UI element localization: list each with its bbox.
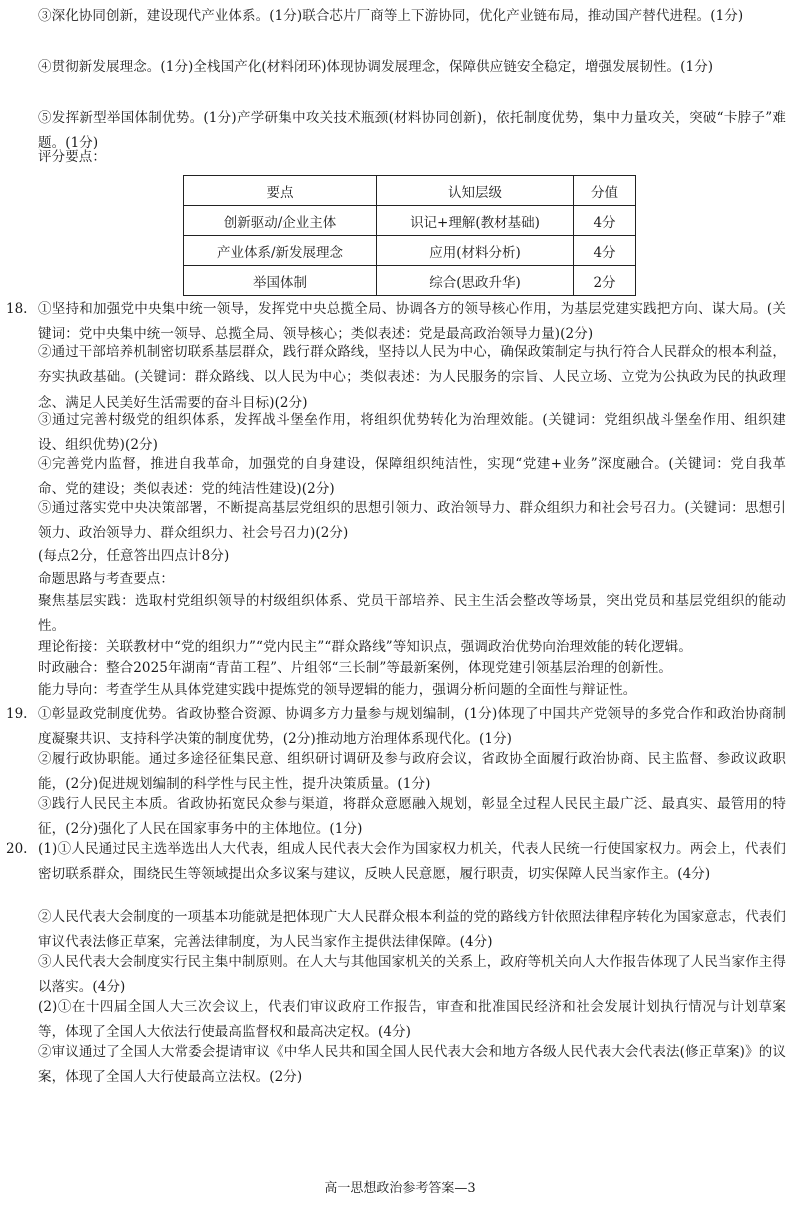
table-header-cell: 要点: [184, 176, 377, 206]
table-cell: 应用(材料分析): [377, 236, 574, 266]
page-footer: 高一思想政治参考答案—3: [324, 1181, 476, 1196]
q20-part1-point-1: (1)①人民通过民主选举选出人大代表，组成人民代表大会作为国家权力机关，代表人民统一行使国家权力。两会上，代表们密切联系群众，围绕民生等领域提出众多议案与建议，反映人民意愿，履行职责，切实保障人民当家作主。(4分): [38, 841, 786, 883]
q18-point-3: ③通过完善村级党的组织体系，发挥战斗堡垒作用，将组织优势转化为治理效能。(关键词：党组织战斗堡垒作用、组织建设、组织优势)(2分): [38, 412, 786, 454]
table-cell: 2分: [574, 266, 636, 296]
table-cell: 4分: [574, 236, 636, 266]
scoring-table: [183, 175, 636, 296]
q18-ability-orientation: 能力导向：考查学生从具体党建实践中提炼党的领导逻辑的能力，强调分析问题的全面性与辩证性。: [38, 682, 637, 698]
q18-scoring-note: (每点2分，任意答出四点计8分): [38, 548, 230, 564]
table-row: [184, 236, 636, 266]
table-cell: 4分: [574, 206, 636, 236]
q18-theory-link: 理论衔接：关联教材中“党的组织力”“党内民主”“群众路线”等知识点，强调政治优势向治理效能的转化逻辑。: [38, 639, 693, 655]
table-header-row: [184, 176, 636, 206]
table-cell: 识记+理解(教材基础): [377, 206, 574, 236]
q20-part1-point-2: ②人民代表大会制度的一项基本功能就是把体现广大人民群众根本利益的党的路线方针依照法律程序转化为国家意志，代表们审议代表法修正草案，完善法律制度，为人民当家作主提供法律保障。(4分): [38, 909, 786, 951]
q19-point-1: ①彰显政党制度优势。省政协整合资源、协调多方力量参与规划编制，(1分)体现了中国共产党领导的多党合作和政治协商制度凝聚共识、支持科学决策的制度优势，(2分)推动地方治理体系现代化。(1分): [38, 706, 786, 748]
table-cell: 创新驱动/企业主体: [184, 206, 377, 236]
q19-point-2: ②履行政协职能。通过多途径征集民意、组织研讨调研及参与政府会议，省政协全面履行政治协商、民主监督、参政议政职能，(2分)促进规划编制的科学性与民主性，提升决策质量。(1分): [38, 751, 786, 793]
question-number: 18.: [6, 301, 28, 317]
q20-part2-point-2: ②审议通过了全国人大常委会提请审议《中华人民共和国全国人民代表大会和地方各级人民代表大会代表法(修正草案)》的议案，体现了全国人大行使最高立法权。(2分): [38, 1044, 786, 1086]
table-cell: 举国体制: [184, 266, 377, 296]
answer-point-3: ③深化协同创新，建设现代产业体系。(1分)联合芯片厂商等上下游协同，优化产业链布局，推动国产替代进程。(1分): [38, 8, 744, 24]
question-number: 20.: [6, 841, 28, 857]
answer-point-5: ⑤发挥新型举国体制优势。(1分)产学研集中攻关技术瓶颈(材料协同创新)，依托制度优势，集中力量攻关，突破“卡脖子”难题。(1分): [38, 110, 786, 152]
q19-point-3: ③践行人民民主本质。省政协拓宽民众参与渠道，将群众意愿融入规划，彰显全过程人民民主最广泛、最真实、最管用的特征，(2分)强化了人民在国家事务中的主体地位。(1分): [38, 796, 786, 838]
q18-current-affairs: 时政融合：整合2025年湖南“青苗工程”、片组邻“三长制”等最新案例，体现党建引领基层治理的创新性。: [38, 660, 672, 676]
table-row: [184, 206, 636, 236]
table-row: [184, 266, 636, 296]
q18-point-5: ⑤通过落实党中央决策部署，不断提高基层党组织的思想引领力、政治领导力、群众组织力和社会号召力。(关键词：思想引领力、政治领导力、群众组织力、社会号召力)(2分): [38, 500, 786, 542]
q18-point-2: ②通过干部培养机制密切联系基层群众，践行群众路线，坚持以人民为中心，确保政策制定与执行符合人民群众的根本利益，夯实执政基础。(关键词：群众路线、以人民为中心；类似表述：为人民服务的宗旨、人民立场、立党为公执政为民的执政理念、满足人民美好生活需要的奋斗目标)(2分): [38, 344, 786, 411]
q18-section-heading: 命题思路与考查要点：: [38, 571, 174, 587]
scoring-label: 评分要点：: [38, 149, 106, 165]
q20-part1-point-3: ③人民代表大会制度实行民主集中制原则。在人大与其他国家机关的关系上，政府等机关向人大作报告体现了人民当家作主得以落实。(4分): [38, 954, 786, 996]
q18-point-4: ④完善党内监督，推进自我革命，加强党的自身建设，保障组织纯洁性，实现“党建+业务”深度融合。(关键词：党自我革命、党的建设；类似表述：党的纯洁性建设)(2分): [38, 456, 786, 498]
answer-point-4: ④贯彻新发展理念。(1分)全栈国产化(材料闭环)体现协调发展理念，保障供应链安全稳定，增强发展韧性。(1分): [38, 59, 714, 75]
q18-focus-practice: 聚焦基层实践：选取村党组织领导的村级组织体系、党员干部培养、民主生活会整改等场景，突出党员和基层党组织的能动性。: [38, 593, 786, 635]
question-number: 19.: [6, 706, 28, 722]
table-header-cell: 认知层级: [377, 176, 574, 206]
table-cell: 综合(思政升华): [377, 266, 574, 296]
table-header-cell: 分值: [574, 176, 636, 206]
table-cell: 产业体系/新发展理念: [184, 236, 377, 266]
q20-part2-point-1: (2)①在十四届全国人大三次会议上，代表们审议政府工作报告，审查和批准国民经济和社会发展计划执行情况与计划草案等，体现了全国人大依法行使最高监督权和最高决定权。(4分): [38, 999, 786, 1041]
q18-point-1: ①坚持和加强党中央集中统一领导，发挥党中央总揽全局、协调各方的领导核心作用，为基层党建实践把方向、谋大局。(关键词：党中央集中统一领导、总揽全局、领导核心；类似表述：党是最高政治领导力量)(2分): [38, 301, 786, 343]
